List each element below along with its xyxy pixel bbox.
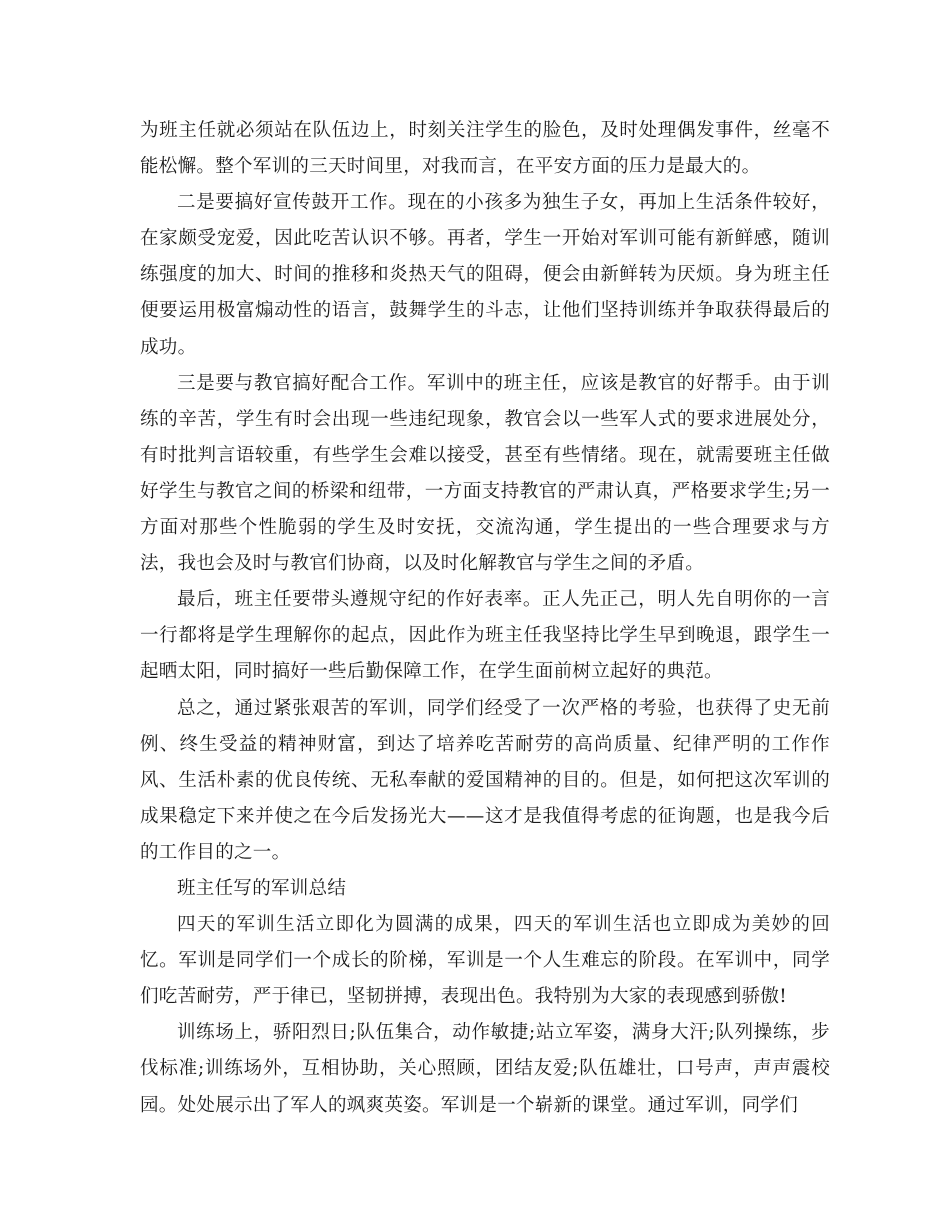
paragraph-role-model: 最后，班主任要带头遵规守纪的作好表率。正人先正己，明人先自明你的一言一行都将是学生理解你的起点，因此作为班主任我坚持比学生早到晚退，跟学生一起晒太阳，同时搞好一些后勤保障工作，在学生面前树立起好的典范。 <box>140 589 830 683</box>
paragraph-instructor-cooperation: 三是要与教官搞好配合工作。军训中的班主任，应该是教官的好帮手。由于训练的辛苦，学生有时会出现一些违纪现象，教官会以一些军人式的要求进展处分，有时批判言语较重，有些学生会难以接受，甚至有些情绪。现在，就需要班主任做好学生与教官之间的桥梁和纽带，一方面支持教官的严肃认真，严格要求学生;另一方面对那些个性脆弱的学生及时安抚，交流沟通，学生提出的一些合理要求与方法，我也会及时与教官们协商，以及时化解教官与学生之间的矛盾。 <box>140 372 830 575</box>
paragraph-publicity: 二是要搞好宣传鼓开工作。现在的小孩多为独生子女，再加上生活条件较好，在家颇受宠爱，因此吃苦认识不够。再者，学生一开始对军训可能有新鲜感，随训练强度的加大、时间的推移和炎热天气的阻碍，便会由新鲜转为厌烦。身为班主任便要运用极富煽动性的语言，鼓舞学生的斗志，让他们坚持训练并争取获得最后的成功。 <box>140 192 830 358</box>
paragraph-four-days: 四天的军训生活立即化为圆满的成果，四天的军训生活也立即成为美妙的回忆。军训是同学们一个成长的阶梯，军训是一个人生难忘的阶段。在军训中，同学们吃苦耐劳，严于律已，坚韧拼搏，表现出色。我特别为大家的表现感到骄傲! <box>140 914 830 1008</box>
paragraph-conclusion: 总之，通过紧张艰苦的军训，同学们经受了一次严格的考验，也获得了史无前例、终生受益的精神财富，到达了培养吃苦耐劳的高尚质量、纪律严明的工作作风、生活朴素的优良传统、无私奉献的爱国精神的目的。但是，如何把这次军训的成果稳定下来并使之在今后发扬光大——这才是我值得考虑的征询题，也是我今后的工作目的之一。 <box>140 697 830 863</box>
section-heading: 班主任写的军训总结 <box>177 877 347 899</box>
paragraph-continuation: 为班主任就必须站在队伍边上，时刻关注学生的脸色，及时处理偶发事件，丝毫不能松懈。整个军训的三天时间里，对我而言，在平安方面的压力是最大的。 <box>140 120 830 178</box>
document-body <box>140 113 830 1124</box>
paragraph-training-field: 训练场上，骄阳烈日;队伍集合，动作敏捷;站立军姿，满身大汗;队列操练，步伐标准;训练场外，互相协助，关心照顾，团结友爱;队伍雄壮，口号声，声声震校园。处处展示出了军人的飒爽英姿。军训是一个崭新的课堂。通过军训，同学们 <box>140 1022 830 1116</box>
